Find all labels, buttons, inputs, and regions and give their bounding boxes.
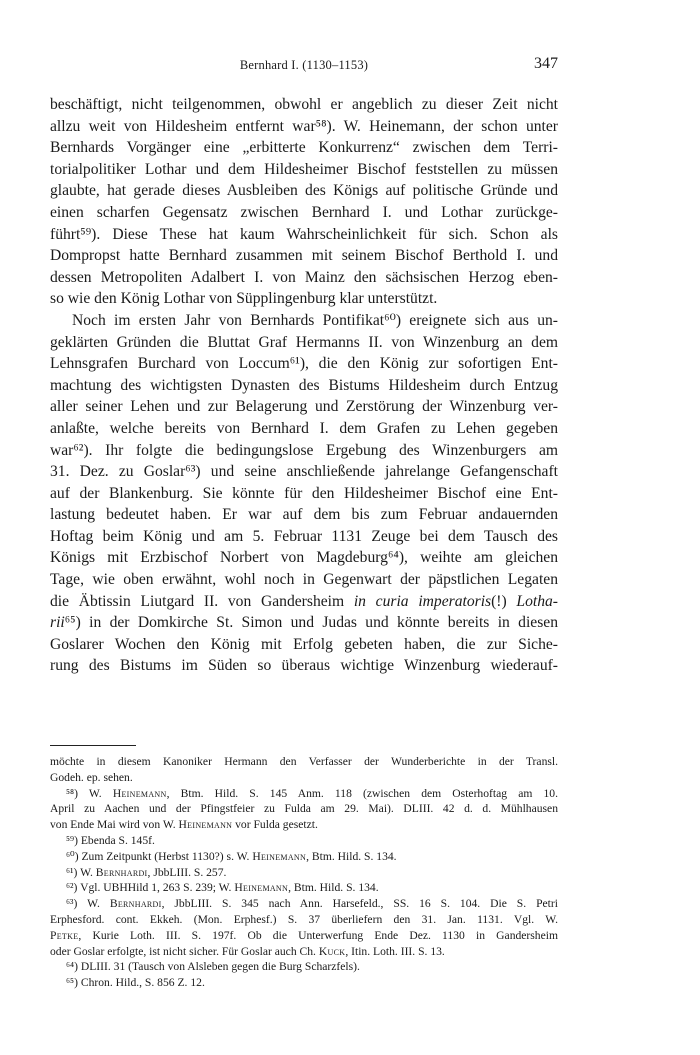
body-line: Goslarer Wochen den König mit Erfolg gebeten haben, die zur Siche- — [50, 635, 558, 653]
text-run: , Btm. Hild. S. 134. — [306, 849, 397, 863]
footnote-line — [50, 928, 558, 944]
body-line: auf der Blankenburg. Sie könnte für den Hildesheimer Bischof eine Ent- — [50, 484, 558, 502]
text-run: ⁶⁰) Zum Zeitpunkt (Herbst 1130?) s. W. — [66, 849, 253, 863]
body-line: lastung bedeutet haben. Er war auf dem bis zum Februar andauernden — [50, 506, 558, 524]
footnote-line — [50, 817, 558, 833]
body-line: Königs mit Erzbischof Norbert von Magdeburg⁶⁴), weihte am gleichen — [50, 549, 558, 567]
text-run: , JbbLIII. S. 345 nach Ann. Harsefeld., SS. 16 S. 104. Die S. Petri — [161, 897, 558, 911]
body-line: Tage, wie oben erwähnt, wohl noch in Gegenwart der päpstlichen Legaten — [50, 571, 558, 589]
body-line: anlaßte, welche bereits von Bernhard I. dem Grafen zu Lehen gegeben — [50, 419, 558, 437]
running-title: Bernhard I. (1130–1153) — [239, 58, 369, 72]
body-line: beschäftigt, nicht teilgenommen, obwohl er angeblich zu dieser Zeit nicht — [50, 96, 558, 113]
text-run: ⁶⁵) in der Domkirche St. Simon und Judas und könnte bereits in diesen — [64, 614, 558, 632]
body-line — [50, 612, 558, 634]
body-line: glaubte, hat gerade dieses Ausbleiben des Königs auf politische Gründe und — [50, 182, 558, 200]
body-line: allzu weit von Hildesheim entfernt war⁵⁸). W. Heinemann, der schon unter — [50, 117, 558, 135]
book-page — [50, 55, 559, 991]
footnote-line — [50, 944, 558, 960]
footnotes — [50, 754, 558, 991]
text-run: ⁶³) W. — [66, 897, 110, 911]
text-run: von Ende Mai wird von W. — [50, 818, 179, 832]
author-name: Heinemann — [112, 786, 167, 800]
footnote-line — [50, 786, 558, 802]
footnote-line: ⁶⁵) Chron. Hild., S. 856 Z. 12. — [66, 976, 205, 990]
text-run: , Btm. Hild. S. 134. — [288, 881, 379, 895]
body-line: machtung des wichtigsten Dynasten des Bistums Hildesheim durch Entzug — [50, 376, 558, 394]
body-line: aller seiner Lehen und zur Belagerung und Zerstörung der Winzenburg ver- — [50, 398, 558, 416]
body-line: führt⁵⁹). Diese These hat kaum Wahrscheinlichkeit für sich. Schon als — [50, 225, 558, 243]
author-name: Heinemann — [234, 881, 289, 895]
footnote-line: Erphesford. cont. Ekkeh. (Mon. Erphesf.) S. 37 überliefern den 31. Jan. 1131. Vgl. W. — [50, 913, 558, 926]
footnote-line: ⁵⁹) Ebenda S. 145f. — [66, 834, 155, 848]
page-number: 347 — [534, 55, 558, 72]
italic-run: Lotha- — [516, 592, 558, 610]
text-run: (!) — [491, 592, 517, 610]
body-line: Noch im ersten Jahr von Bernhards Pontifikat⁶⁰) ereignete sich aus un- — [72, 311, 558, 329]
footnote-line — [50, 880, 558, 896]
italic-run: rii — [50, 614, 65, 632]
text-run: vor Fulda gesetzt. — [232, 818, 318, 832]
author-name: Kuck — [318, 944, 346, 958]
footnote-line — [50, 896, 558, 912]
body-line: rung des Bistums im Süden so überaus wichtige Winzenburg wiederauf- — [50, 657, 558, 675]
body-line: so wie den König Lothar von Süpplingenburg klar unterstützt. — [50, 290, 438, 308]
body-line: Bernhards Vorgänger eine „erbitterte Konkurrenz“ zwischen dem Terri- — [50, 139, 558, 157]
body-line: einen scharfen Gegensatz zwischen Bernhard I. und Lothar zurückge- — [50, 203, 558, 221]
body-line: Lehnsgrafen Burchard von Loccum⁶¹), die den König zur sofortigen Ent- — [50, 355, 558, 373]
footnote-separator — [50, 745, 136, 746]
author-name: Heinemann — [178, 818, 233, 832]
text-run: , Itin. Loth. III. S. 13. — [345, 944, 445, 958]
footnote-line: April zu Aachen und der Pfingstfeier zu Fulda am 29. Mai). DLIII. 42 d. d. Mühlhausen — [50, 802, 558, 816]
page-header — [50, 55, 558, 82]
text-run: , Btm. Hild. S. 145 Anm. 118 (zwischen dem Osterhoftag am 10. — [166, 786, 559, 800]
body-line: torialpolitiker Lothar und dem Hildesheimer Bischof feststellen zu müssen — [50, 160, 558, 178]
text-run: ⁵⁸) W. — [66, 786, 113, 800]
text-run: ⁶²) Vgl. UBHHild 1, 263 S. 239; W. — [66, 881, 235, 895]
author-name: Heinemann — [252, 849, 307, 863]
body-line: Dompropst hatte Bernhard zusammen mit seinem Bischof Berthold I. und — [50, 247, 558, 265]
main-text — [50, 94, 558, 677]
text-run: die Äbtissin Liutgard II. von Gandersheim — [50, 592, 354, 610]
body-line: geklärten Gründen die Bluttat Graf Hermanns II. von Winzenburg an dem — [50, 333, 558, 351]
author-name: Bernhardi — [109, 897, 162, 911]
author-name: Bernhardi — [95, 865, 148, 879]
footnote-line — [50, 865, 558, 881]
footnote-line: möchte in diesem Kanoniker Hermann den Verfasser der Wunderberichte in der Transl. — [50, 755, 558, 769]
text-run: , Kurie Loth. III. S. 197f. Ob die Unterwerfung Ende Dez. 1130 in Gandersheim — [78, 928, 558, 942]
footnote-line: ⁶⁴) DLIII. 31 (Tausch von Alsleben gegen die Burg Scharzfels). — [66, 960, 360, 974]
text-run: ⁶¹) W. — [66, 865, 96, 879]
author-name: Petke — [50, 928, 79, 942]
text-run: , JbbLIII. S. 257. — [147, 865, 227, 879]
footnote-line: Godeh. ep. sehen. — [50, 770, 133, 784]
body-line — [50, 591, 558, 613]
italic-run: in curia imperatoris — [353, 592, 492, 610]
body-line: Hoftag beim König und am 5. Februar 1131 Zeuge bei dem Tausch des — [50, 527, 558, 545]
text-run: oder Goslar erfolgte, ist nicht sicher. Für Goslar auch Ch. — [50, 944, 319, 958]
body-line: 31. Dez. zu Goslar⁶³) und seine anschließende jahrelange Gefangenschaft — [50, 463, 558, 481]
body-line: dessen Metropoliten Adalbert I. von Mainz den sächsischen Herzog eben- — [50, 268, 558, 286]
body-line: war⁶²). Ihr folgte die bedingungslose Ergebung des Winzenburgers am — [50, 441, 558, 459]
footnote-line — [50, 849, 558, 865]
